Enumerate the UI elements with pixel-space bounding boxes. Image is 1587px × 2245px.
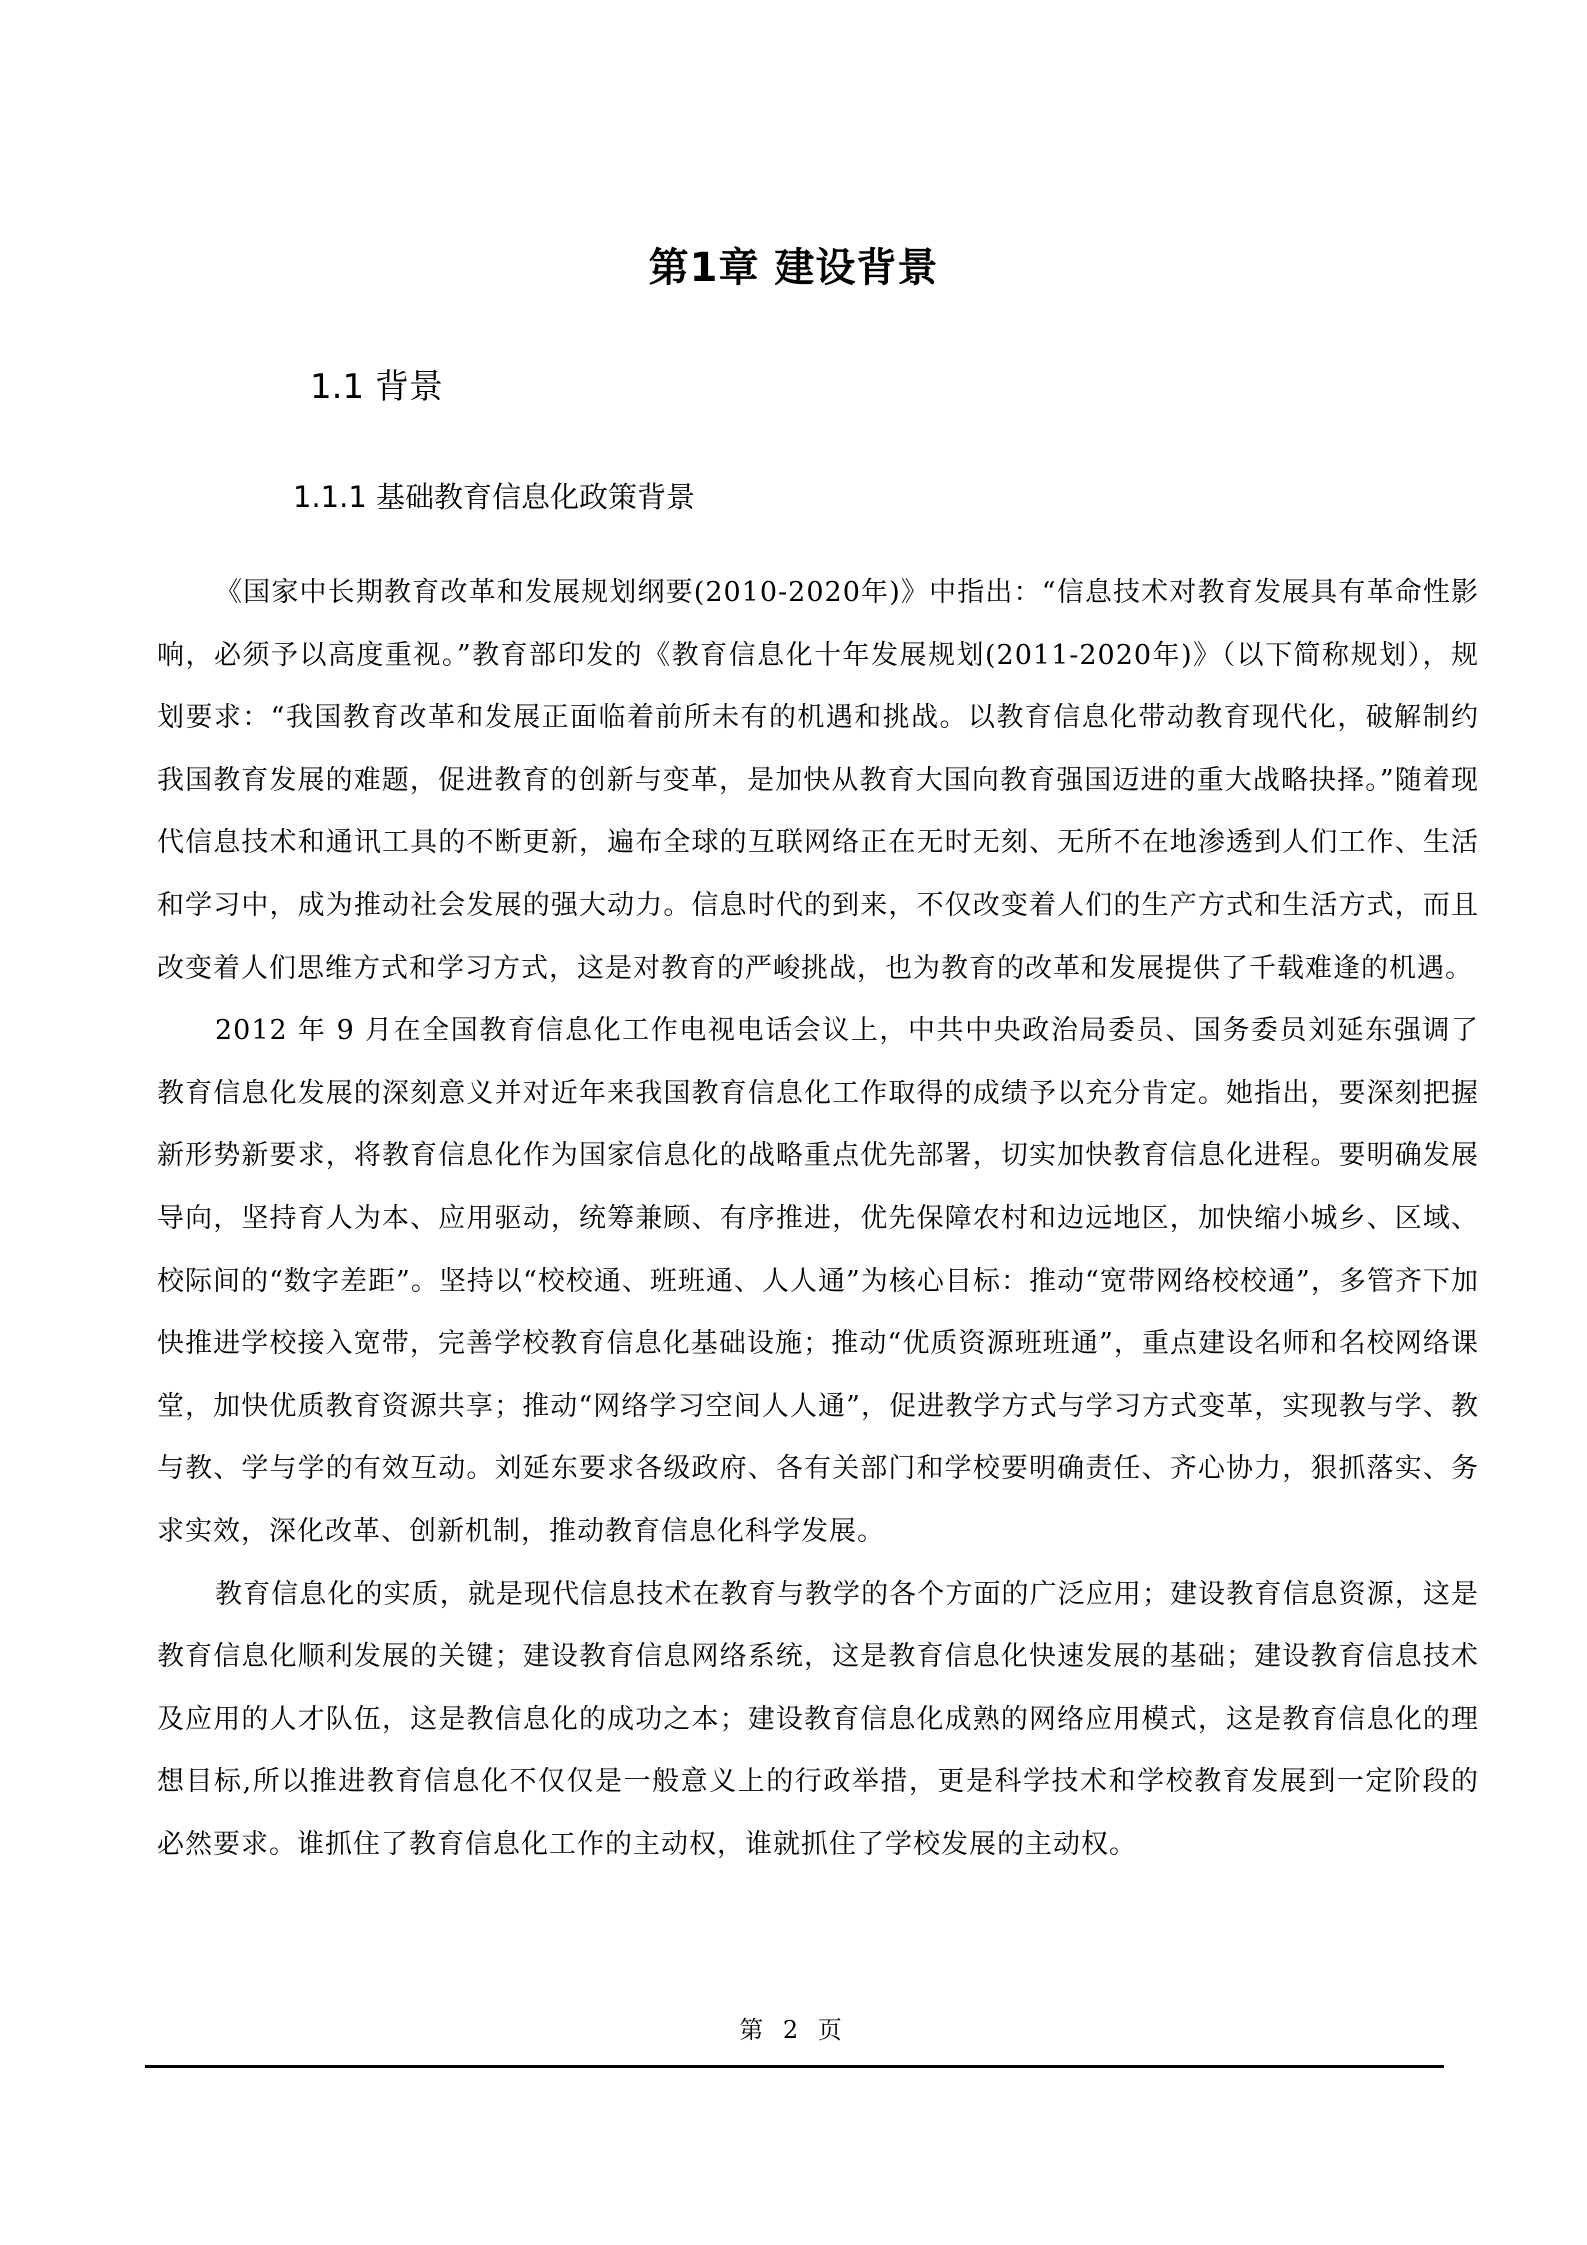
- subsection-title: 1.1.1 基础教育信息化政策背景: [293, 480, 696, 514]
- section-title: 1.1 背景: [310, 367, 443, 407]
- paragraph-3: 教育信息化的实质，就是现代信息技术在教育与教学的各个方面的广泛应用；建设教育信息资源，这是教育信息化顺利发展的关键；建设教育信息网络系统，这是教育信息化快速发展的基础；建设教育信息技术及应用的人才队伍，这是教信息化的成功之本；建设教育信息化成熟的网络应用模式，这是教育信息化的理想目标,所以推进教育信息化不仅仅是一般意义上的行政举措，更是科学技术和学校教育发展到一定阶段的必然要求。谁抓住了教育信息化工作的主动权，谁就抓住了学校发展的主动权。: [157, 1578, 1479, 1860]
- body-text: [157, 562, 1479, 1876]
- chapter-title: 第1章 建设背景: [648, 245, 939, 291]
- footer-divider: [145, 2065, 1444, 2068]
- paragraph-1: 《国家中长期教育改革和发展规划纲要(2010-2020年)》中指出：“信息技术对教育发展具有革命性影响，必须予以高度重视。”教育部印发的《教育信息化十年发展规划(2011-2020年)》（以下简称规划），规划要求：“我国教育改革和发展正面临着前所未有的机遇和挑战。以教育信息化带动教育现代化，破解制约我国教育发展的难题，促进教育的创新与变革，是加快从教育大国向教育强国迈进的重大战略抉择。”随着现代信息技术和通讯工具的不断更新，遍布全球的互联网络正在无时无刻、无所不在地渗透到人们工作、生活和学习中，成为推动社会发展的强大动力。信息时代的到来，不仅改变着人们的生产方式和生活方式，而且改变着人们思维方式和学习方式，这是对教育的严峻挑战，也为教育的改革和发展提供了千载难逢的机遇。: [157, 577, 1479, 984]
- page-number: 第 2 页: [739, 2016, 848, 2044]
- paragraph-2: 2012 年 9 月在全国教育信息化工作电视电话会议上，中共中央政治局委员、国务委员刘延东强调了教育信息化发展的深刻意义并对近年来我国教育信息化工作取得的成绩予以充分肯定。她指出，要深刻把握新形势新要求，将教育信息化作为国家信息化的战略重点优先部署，切实加快教育信息化进程。要明确发展导向，坚持育人为本、应用驱动，统筹兼顾、有序推进，优先保障农村和边远地区，加快缩小城乡、区域、校际间的“数字差距”。坚持以“校校通、班班通、人人通”为核心目标：推动“宽带网络校校通”，多管齐下加快推进学校接入宽带，完善学校教育信息化基础设施；推动“优质资源班班通”，重点建设名师和名校网络课堂，加快优质教育资源共享；推动“网络学习空间人人通”，促进教学方式与学习方式变革，实现教与学、教与教、学与学的有效互动。刘延东要求各级政府、各有关部门和学校要明确责任、齐心协力，狠抓落实、务求实效，深化改革、创新机制，推动教育信息化科学发展。: [157, 1015, 1479, 1547]
